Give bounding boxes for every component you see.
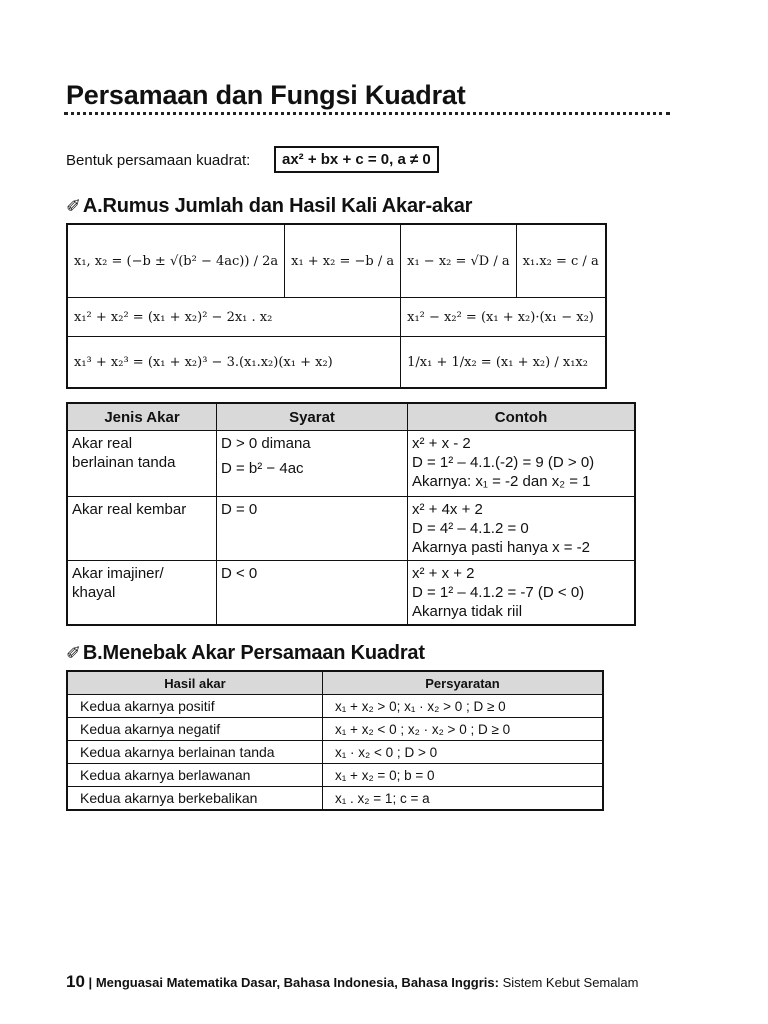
contoh-line: Akarnya tidak riil [412, 603, 523, 620]
table-row [67, 764, 603, 787]
contoh-line: D = 1² – 4.1.(-2) = 9 (D > 0) [412, 454, 595, 471]
title-dotted-rule [64, 112, 670, 115]
jumlah-akar-cell: x₁ + x₂ = −b / a [285, 224, 401, 298]
jumlah-pangkat-tiga-cell: x₁³ + x₂³ = (x₁ + x₂)³ − 3.(x₁.x₂)(x₁ + x₂) [67, 337, 401, 389]
header-hasil-akar: Hasil akar [67, 671, 323, 695]
persyaratan-cell: x₁ + x₂ > 0; x₁ · x₂ > 0 ; D ≥ 0 [323, 695, 604, 718]
syarat-line: D < 0 [221, 565, 258, 582]
table-row [67, 561, 635, 626]
persyaratan-cell: x₁ + x₂ = 0; b = 0 [323, 764, 604, 787]
contoh-cell [408, 561, 636, 626]
jenis-line: Akar real kembar [72, 501, 187, 518]
jenis-cell [67, 497, 217, 561]
hasil-akar-table [66, 670, 604, 811]
pencil-icon: ✐ [66, 643, 81, 663]
jenis-line: khayal [72, 584, 116, 601]
hasil-kali-akar-cell: x₁.x₂ = c / a [516, 224, 606, 298]
table-row [67, 741, 603, 764]
jumlah-kebalikan-cell: 1/x₁ + 1/x₂ = (x₁ + x₂) / x₁x₂ [401, 337, 606, 389]
contoh-line: x² + x - 2 [412, 435, 471, 452]
hasil-akar-cell: Kedua akarnya berlainan tanda [67, 741, 323, 764]
syarat-cell [217, 497, 408, 561]
jenis-line: berlainan tanda [72, 454, 176, 471]
selisih-akar-cell: x₁ − x₂ = √D / a [401, 224, 517, 298]
contoh-line: D = 4² – 4.1.2 = 0 [412, 520, 529, 537]
section-a-heading [66, 195, 472, 218]
page-number: 10 [66, 972, 85, 991]
contoh-cell [408, 497, 636, 561]
contoh-line: Akarnya: x₁ = -2 dan x₂ = 1 [412, 473, 591, 490]
contoh-line: D = 1² – 4.1.2 = -7 (D < 0) [412, 584, 585, 601]
contoh-line: x² + x + 2 [412, 565, 475, 582]
pencil-icon: ✐ [66, 196, 81, 216]
page-title: Persamaan dan Fungsi Kuadrat [66, 80, 466, 110]
hasil-akar-cell: Kedua akarnya berkebalikan [67, 787, 323, 811]
table-row [67, 718, 603, 741]
header-syarat: Syarat [217, 403, 408, 431]
footer-separator: | [88, 975, 93, 990]
contoh-cell [408, 431, 636, 497]
jenis-line: Akar real [72, 435, 133, 452]
footer-book-subtitle: Sistem Kebut Semalam [502, 975, 639, 990]
footer-book-title: Menguasai Matematika Dasar, Bahasa Indonesia, Bahasa Inggris: [95, 975, 499, 990]
jenis-akar-table [66, 402, 636, 626]
contoh-line: x² + 4x + 2 [412, 501, 483, 518]
section-b-heading [66, 642, 425, 665]
table-row [67, 431, 635, 497]
jenis-cell [67, 561, 217, 626]
section-b-title: B.Menebak Akar Persamaan Kuadrat [82, 642, 425, 664]
header-jenis-akar: Jenis Akar [67, 403, 217, 431]
page-footer [66, 972, 638, 992]
bentuk-label: Bentuk persamaan kuadrat: [66, 152, 251, 169]
table-row [67, 787, 603, 811]
syarat-line: D > 0 dimana [221, 435, 311, 452]
hasil-akar-cell: Kedua akarnya berlawanan [67, 764, 323, 787]
rumus-table [66, 223, 607, 389]
section-a-title: A.Rumus Jumlah dan Hasil Kali Akar-akar [82, 195, 473, 217]
syarat-line: D = 0 [221, 501, 258, 518]
table-row [67, 497, 635, 561]
persyaratan-cell: x₁ . x₂ = 1; c = a [323, 787, 604, 811]
persyaratan-cell: x₁ + x₂ < 0 ; x₂ · x₂ > 0 ; D ≥ 0 [323, 718, 604, 741]
contoh-line: Akarnya pasti hanya x = -2 [412, 539, 591, 556]
rumus-akar-cell: x₁, x₂ = (−b ± √(b² − 4ac)) / 2a [67, 224, 285, 298]
jenis-line: Akar imajiner/ [72, 565, 164, 582]
syarat-cell [217, 431, 408, 497]
syarat-cell [217, 561, 408, 626]
jumlah-kuadrat-cell: x₁² + x₂² = (x₁ + x₂)² − 2x₁ . x₂ [67, 298, 401, 337]
selisih-kuadrat-cell: x₁² − x₂² = (x₁ + x₂)·(x₁ − x₂) [401, 298, 606, 337]
bentuk-formula-box: ax² + bx + c = 0, a ≠ 0 [274, 146, 439, 173]
header-contoh: Contoh [408, 403, 636, 431]
header-persyaratan: Persyaratan [323, 671, 604, 695]
table-row [67, 695, 603, 718]
hasil-akar-cell: Kedua akarnya positif [67, 695, 323, 718]
persyaratan-cell: x₁ · x₂ < 0 ; D > 0 [323, 741, 604, 764]
hasil-akar-cell: Kedua akarnya negatif [67, 718, 323, 741]
syarat-line: D = b² − 4ac [221, 460, 304, 477]
jenis-cell [67, 431, 217, 497]
